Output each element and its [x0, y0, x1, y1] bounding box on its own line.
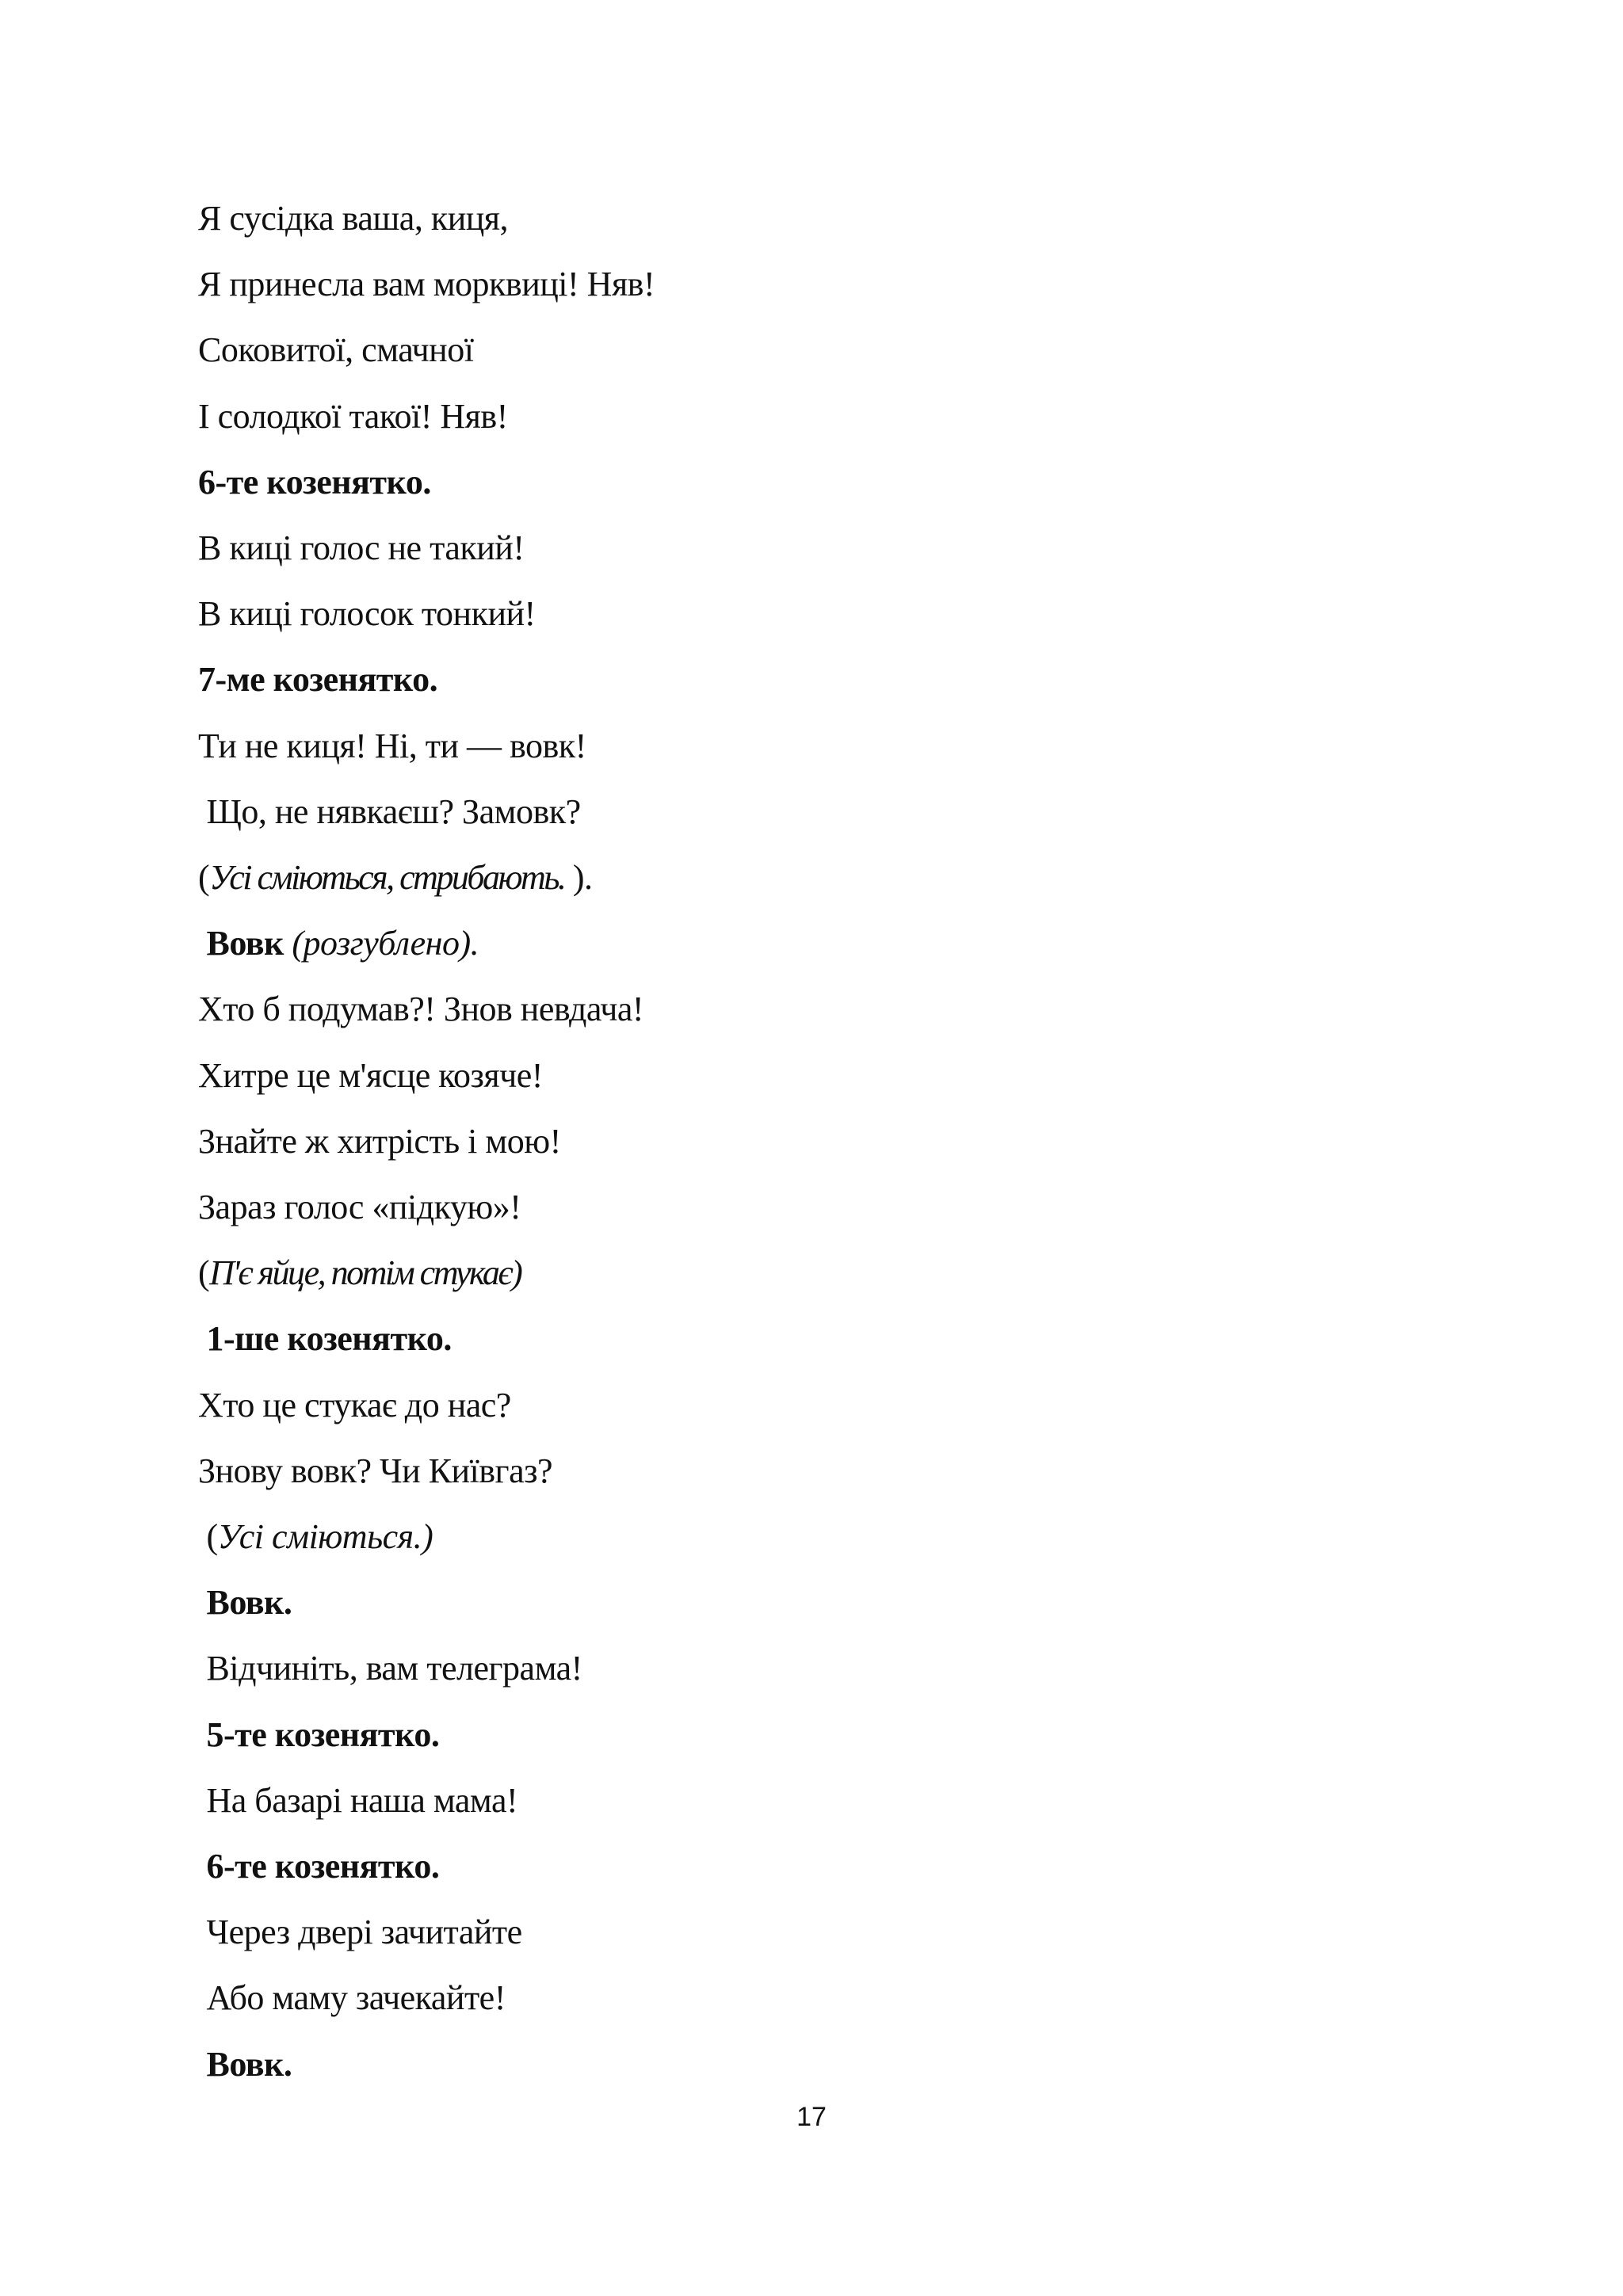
paren-open: (: [198, 1517, 218, 1556]
verse-line: Я принесла вам морквиці! Няв!: [198, 265, 655, 304]
verse-line: Хто це стукає до нас?: [198, 1385, 511, 1425]
speaker-name: 6-те козенятко.: [198, 1847, 440, 1886]
verse-line: Соковитої, смачної: [198, 330, 474, 370]
speaker-name: 1-ше козенятко.: [198, 1319, 452, 1359]
verse-line: В киці голосок тонкий!: [198, 594, 536, 634]
stage-direction: (розгублено).: [283, 924, 479, 963]
speaker-name: 7-ме козенятко.: [198, 660, 438, 700]
speaker-line: [198, 920, 479, 967]
verse-line: І солодкої такої! Няв!: [198, 396, 508, 436]
stage-direction: П'є яйце, потім стукає): [209, 1253, 521, 1293]
verse-line: Через двері зачитайте: [198, 1913, 522, 1952]
speaker-name: Вовк: [198, 924, 284, 963]
verse-line: Хто б подумав?! Знов невдача!: [198, 990, 644, 1029]
stage-direction-line: [198, 1249, 521, 1297]
speaker-name: 6-те козенятко.: [198, 462, 431, 502]
speaker-name: Вовк.: [198, 1583, 292, 1623]
speaker-name: 5-те козенятко.: [198, 1714, 440, 1754]
stage-direction: Усі сміються, стрибають.: [209, 858, 565, 897]
verse-line: Хитре це м'ясце козяче!: [198, 1055, 543, 1095]
verse-line: На базарі наша мама!: [198, 1780, 518, 1820]
paren-close: ).: [564, 858, 593, 897]
paren-open: (: [198, 858, 210, 897]
verse-line: Знайте ж хитрість і мою!: [198, 1121, 561, 1161]
stage-direction-line: [198, 854, 593, 902]
verse-line: Що, не нявкаєш? Замовк?: [198, 791, 581, 831]
page-number: 17: [796, 2102, 827, 2132]
verse-line: В киці голос не такий!: [198, 528, 525, 567]
speaker-name: Вовк.: [198, 2044, 292, 2084]
stage-direction-line: [198, 1513, 433, 1561]
verse-line: Або маму зачекайте!: [198, 1978, 506, 2018]
verse-line: Я сусідка ваша, киця,: [198, 199, 509, 238]
paren-open: (: [198, 1253, 210, 1293]
verse-line: Відчиніть, вам телеграма!: [198, 1649, 582, 1688]
verse-line: Зараз голос «підкую»!: [198, 1188, 521, 1226]
verse-line: Ти не киця! Ні, ти — вовк!: [198, 726, 586, 765]
stage-direction: Усі сміються.): [217, 1517, 433, 1556]
verse-line: Знову вовк? Чи Київгаз?: [198, 1451, 553, 1490]
